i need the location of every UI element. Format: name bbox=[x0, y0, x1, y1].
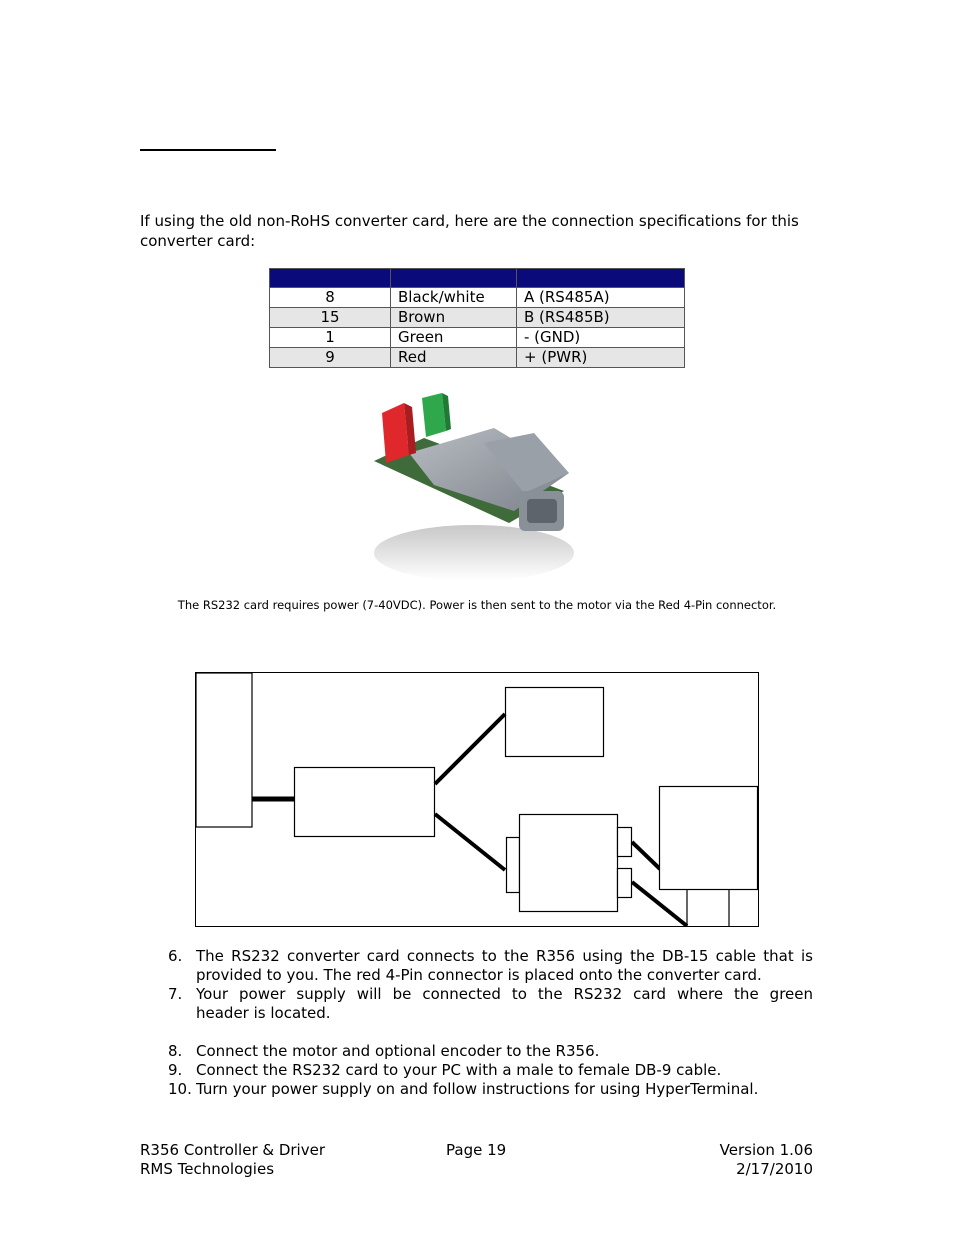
table-cell: + (PWR) bbox=[517, 348, 685, 368]
step-number: 7. bbox=[168, 985, 183, 1003]
table-cell: Green bbox=[391, 328, 517, 348]
table-cell: Red bbox=[391, 348, 517, 368]
footer-product: R356 Controller & Driver bbox=[140, 1141, 325, 1159]
list-item bbox=[140, 1080, 813, 1099]
table-row bbox=[270, 348, 685, 368]
list-item bbox=[140, 1042, 813, 1061]
section-heading-underline bbox=[140, 149, 276, 151]
table-header-cell bbox=[270, 269, 391, 288]
footer-company: RMS Technologies bbox=[140, 1160, 275, 1178]
table-header-row bbox=[270, 269, 685, 288]
table-row bbox=[270, 328, 685, 348]
step-number: 6. bbox=[168, 947, 183, 965]
footer-version: Version 1.06 bbox=[719, 1141, 813, 1159]
footer-left bbox=[140, 1141, 325, 1179]
intro-paragraph: If using the old non-RoHS converter card, here are the connection specifications for this converter card: bbox=[140, 212, 799, 250]
table-cell: 9 bbox=[270, 348, 391, 368]
table-cell: 1 bbox=[270, 328, 391, 348]
table-cell: Black/white bbox=[391, 288, 517, 308]
footer-date: 2/17/2010 bbox=[736, 1160, 813, 1178]
wiring-diagram bbox=[195, 672, 759, 927]
footer-right bbox=[720, 1141, 813, 1179]
table-row bbox=[270, 308, 685, 328]
connection-table bbox=[269, 268, 685, 368]
table-cell: 8 bbox=[270, 288, 391, 308]
table-cell: - (GND) bbox=[517, 328, 685, 348]
table-cell: A (RS485A) bbox=[517, 288, 685, 308]
step-text: Turn your power supply on and follow instructions for using HyperTerminal. bbox=[196, 1080, 759, 1098]
table-header-cell bbox=[517, 269, 685, 288]
table-cell: 15 bbox=[270, 308, 391, 328]
table-cell: B (RS485B) bbox=[517, 308, 685, 328]
step-text: Connect the motor and optional encoder to the R356. bbox=[196, 1042, 600, 1060]
table-cell: Brown bbox=[391, 308, 517, 328]
step-text: provided to you. The red 4-Pin connector is placed onto the converter card. bbox=[196, 966, 762, 984]
converter-card-photo bbox=[364, 383, 584, 583]
step-number: 8. bbox=[168, 1042, 183, 1060]
step-text: Your power supply will be connected to the RS232 card where the green bbox=[196, 985, 813, 1003]
step-text: Connect the RS232 card to your PC with a male to female DB-9 cable. bbox=[196, 1061, 722, 1079]
photo-caption: The RS232 card requires power (7-40VDC). Power is then sent to the motor via the Red 4-Pin connector. bbox=[177, 598, 777, 612]
list-spacer bbox=[140, 1023, 813, 1042]
step-text: The RS232 converter card connects to the R356 using the DB-15 cable that is bbox=[196, 947, 813, 965]
instruction-steps bbox=[140, 947, 813, 1099]
step-number: 9. bbox=[168, 1061, 183, 1079]
table-header-cell bbox=[391, 269, 517, 288]
list-item bbox=[140, 1061, 813, 1080]
list-item bbox=[140, 947, 813, 966]
footer-page-number: Page 19 bbox=[446, 1141, 507, 1159]
list-item bbox=[140, 1004, 813, 1023]
step-number: 10. bbox=[168, 1080, 192, 1098]
step-text: header is located. bbox=[196, 1004, 331, 1022]
list-item bbox=[140, 985, 813, 1004]
list-item bbox=[140, 966, 813, 985]
table-row bbox=[270, 288, 685, 308]
